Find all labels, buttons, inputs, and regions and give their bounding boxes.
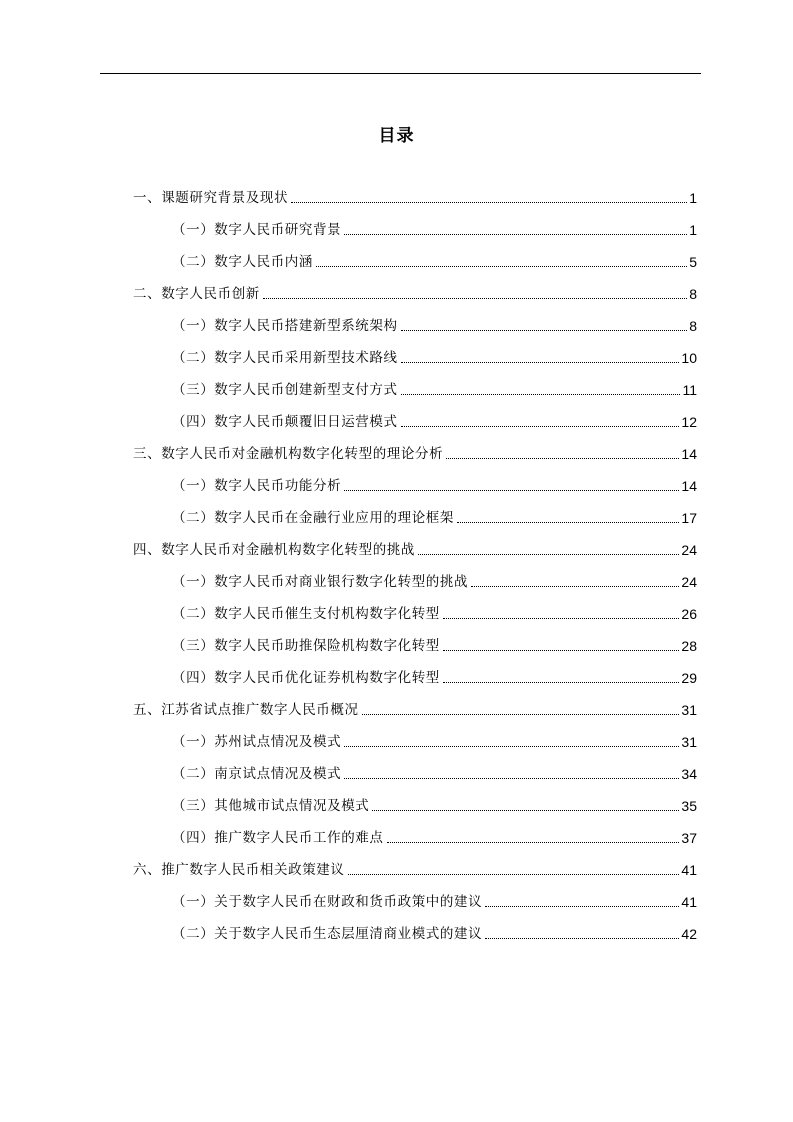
toc-entry[interactable] bbox=[172, 216, 697, 240]
toc-entry[interactable] bbox=[172, 568, 697, 592]
dot-leader bbox=[348, 874, 680, 875]
dot-leader bbox=[401, 394, 681, 395]
toc-entry-text: （四）数字人民币颠覆旧日运营模式 bbox=[172, 414, 398, 430]
dot-leader bbox=[291, 202, 687, 203]
toc-entry-text: （一）数字人民币功能分析 bbox=[172, 478, 342, 494]
toc-entry-page: 29 bbox=[681, 670, 697, 686]
dot-leader bbox=[344, 234, 687, 235]
toc-entry[interactable] bbox=[133, 280, 697, 304]
header-rule bbox=[100, 73, 701, 74]
toc-entry[interactable] bbox=[172, 792, 697, 816]
toc-entry[interactable] bbox=[172, 888, 697, 912]
toc-entry[interactable] bbox=[133, 184, 697, 208]
toc-entry-page: 24 bbox=[681, 574, 697, 590]
toc-entry[interactable] bbox=[172, 920, 697, 944]
toc-entry-page: 11 bbox=[682, 382, 697, 398]
toc-entry[interactable] bbox=[172, 728, 697, 752]
toc-entry[interactable] bbox=[172, 600, 697, 624]
toc-entry[interactable] bbox=[172, 664, 697, 688]
toc-entry-text: 一、课题研究背景及现状 bbox=[133, 190, 289, 206]
toc-entry[interactable] bbox=[133, 536, 697, 560]
toc-entry-text: （一）苏州试点情况及模式 bbox=[172, 734, 342, 750]
dot-leader bbox=[263, 298, 687, 299]
dot-leader bbox=[344, 778, 679, 779]
toc-entry-page: 14 bbox=[681, 446, 697, 462]
dot-leader bbox=[401, 426, 680, 427]
dot-leader bbox=[443, 650, 680, 651]
toc-entry[interactable] bbox=[172, 760, 697, 784]
toc-entry-text: （三）数字人民币创建新型支付方式 bbox=[172, 382, 398, 398]
toc-entry-page: 35 bbox=[681, 798, 697, 814]
toc-entry[interactable] bbox=[172, 312, 697, 336]
toc-entry-text: 四、数字人民币对金融机构数字化转型的挑战 bbox=[133, 542, 415, 558]
dot-leader bbox=[485, 906, 679, 907]
toc-entry[interactable] bbox=[172, 344, 697, 368]
dot-leader bbox=[344, 490, 679, 491]
toc-entry-page: 14 bbox=[681, 478, 697, 494]
toc-entry[interactable] bbox=[172, 376, 697, 400]
toc-entry-page: 5 bbox=[689, 254, 697, 270]
toc-entry[interactable] bbox=[133, 856, 697, 880]
toc-entry-text: （一）关于数字人民币在财政和货币政策中的建议 bbox=[172, 894, 483, 910]
toc-entry-text: （二）关于数字人民币生态层厘清商业模式的建议 bbox=[172, 926, 483, 942]
dot-leader bbox=[344, 746, 679, 747]
toc-entry-text: （二）数字人民币采用新型技术路线 bbox=[172, 350, 398, 366]
dot-leader bbox=[387, 842, 680, 843]
toc-entry-text: （一）数字人民币对商业银行数字化转型的挑战 bbox=[172, 574, 469, 590]
dot-leader bbox=[446, 458, 679, 459]
toc-entry-text: 二、数字人民币创新 bbox=[133, 286, 260, 302]
toc-entry[interactable] bbox=[172, 248, 697, 272]
toc-entry-text: （四）推广数字人民币工作的难点 bbox=[172, 830, 384, 846]
toc-entry[interactable] bbox=[172, 472, 697, 496]
dot-leader bbox=[457, 522, 679, 523]
toc-entry-page: 12 bbox=[681, 414, 697, 430]
toc-entry-page: 8 bbox=[689, 286, 697, 302]
toc-entry-text: （二）南京试点情况及模式 bbox=[172, 766, 342, 782]
toc-entry-text: （一）数字人民币研究背景 bbox=[172, 222, 342, 238]
toc-title: 目录 bbox=[378, 126, 415, 146]
dot-leader bbox=[418, 554, 679, 555]
dot-leader bbox=[316, 266, 687, 267]
toc-entry-page: 8 bbox=[689, 318, 697, 334]
toc-entry-page: 1 bbox=[689, 222, 697, 238]
toc-entry-page: 26 bbox=[681, 606, 697, 622]
toc-entry-page: 31 bbox=[681, 734, 697, 750]
toc-entry-page: 10 bbox=[681, 350, 697, 366]
toc-entry-page: 17 bbox=[681, 510, 697, 526]
dot-leader bbox=[372, 810, 679, 811]
dot-leader bbox=[485, 938, 679, 939]
dot-leader bbox=[362, 714, 680, 715]
toc-entry-text: 三、数字人民币对金融机构数字化转型的理论分析 bbox=[133, 446, 444, 462]
toc-entry-text: （四）数字人民币优化证券机构数字化转型 bbox=[172, 670, 440, 686]
toc-entry[interactable] bbox=[133, 696, 697, 720]
dot-leader bbox=[443, 618, 680, 619]
toc-entry[interactable] bbox=[172, 824, 697, 848]
dot-leader bbox=[401, 330, 688, 331]
toc-entry-text: 六、推广数字人民币相关政策建议 bbox=[133, 862, 345, 878]
toc-entry-text: （三）数字人民币助推保险机构数字化转型 bbox=[172, 638, 440, 654]
toc-entry[interactable] bbox=[172, 504, 697, 528]
toc-entry[interactable] bbox=[172, 632, 697, 656]
toc-entry-page: 42 bbox=[681, 926, 697, 942]
toc-entry[interactable] bbox=[172, 408, 697, 432]
toc-entry[interactable] bbox=[133, 440, 697, 464]
toc-entry-text: （二）数字人民币催生支付机构数字化转型 bbox=[172, 606, 440, 622]
toc-entry-page: 28 bbox=[681, 638, 697, 654]
toc-entry-page: 41 bbox=[681, 894, 697, 910]
toc-entry-page: 37 bbox=[681, 830, 697, 846]
toc-entry-text: 五、江苏省试点推广数字人民币概况 bbox=[133, 702, 359, 718]
toc-entry-text: （二）数字人民币内涵 bbox=[172, 254, 313, 270]
dot-leader bbox=[443, 682, 680, 683]
toc-entry-text: （一）数字人民币搭建新型系统架构 bbox=[172, 318, 398, 334]
toc-entry-text: （三）其他城市试点情况及模式 bbox=[172, 798, 370, 814]
toc-entry-page: 31 bbox=[681, 702, 697, 718]
toc-entry-page: 1 bbox=[689, 190, 697, 206]
toc-entry-text: （二）数字人民币在金融行业应用的理论框架 bbox=[172, 510, 454, 526]
toc-entry-page: 34 bbox=[681, 766, 697, 782]
dot-leader bbox=[401, 362, 680, 363]
dot-leader bbox=[471, 586, 679, 587]
toc-entry-page: 24 bbox=[681, 542, 697, 558]
toc-entry-page: 41 bbox=[681, 862, 697, 878]
